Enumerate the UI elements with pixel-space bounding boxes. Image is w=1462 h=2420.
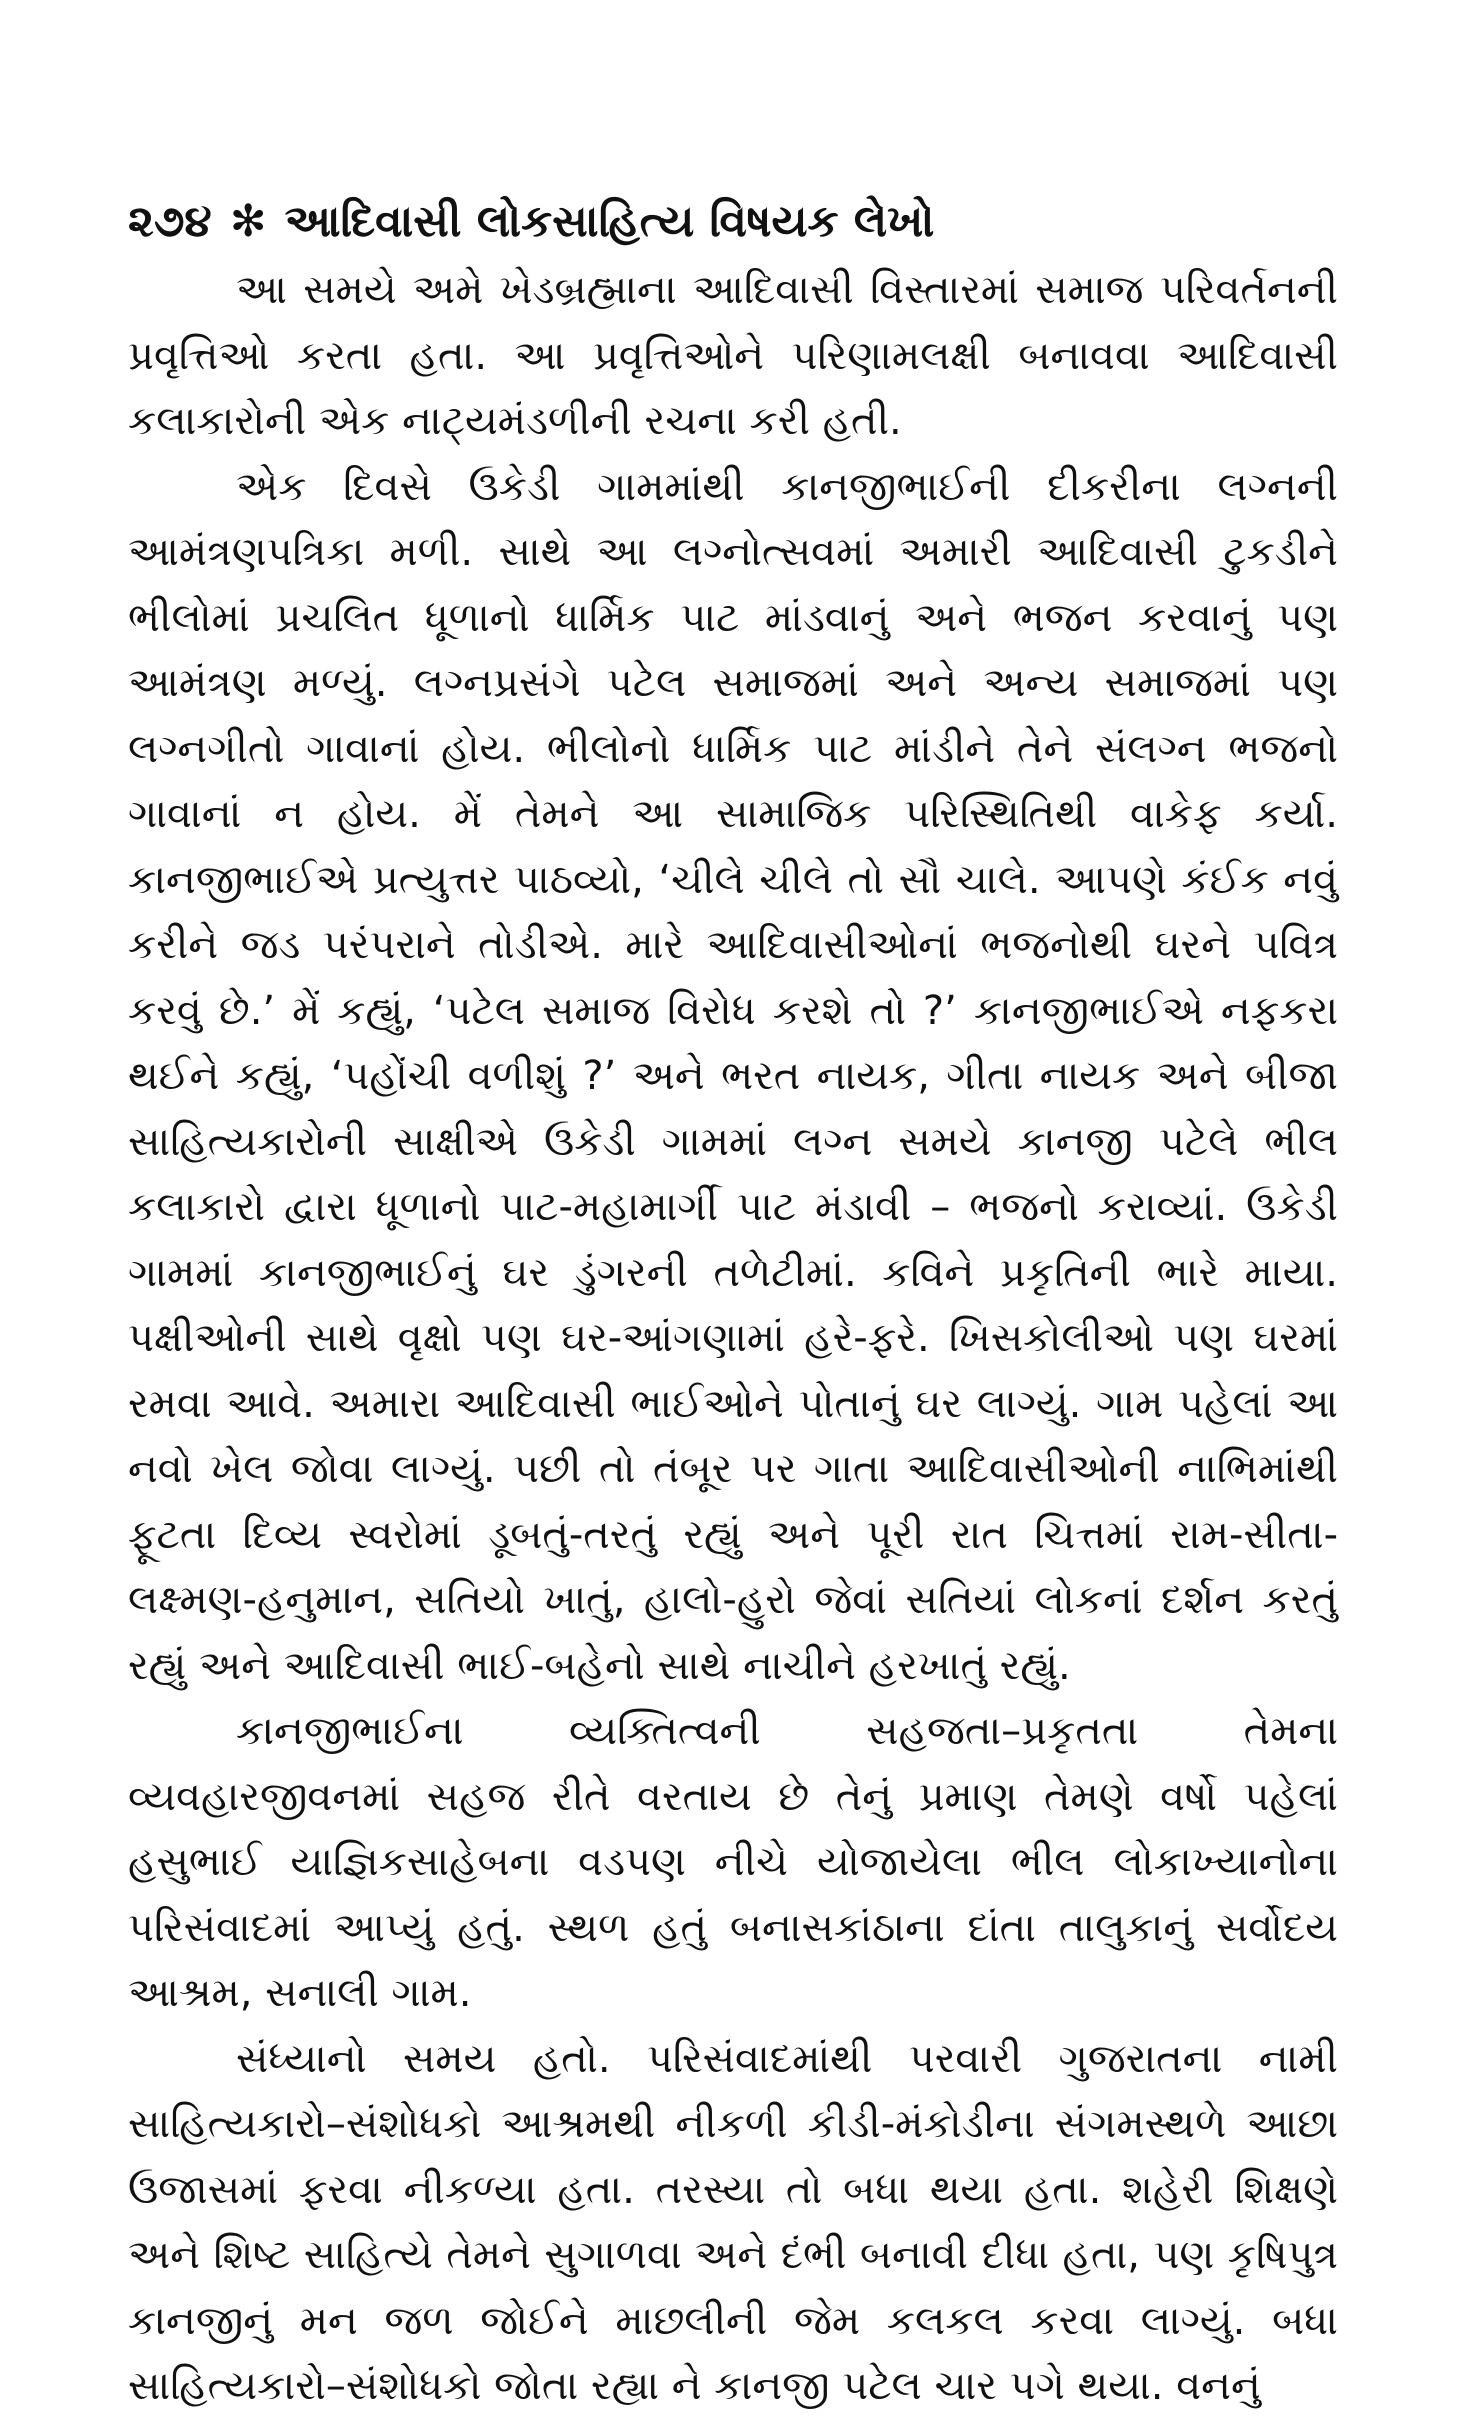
running-header [128,190,1338,254]
paragraph-4: સંધ્યાનો સમય હતો. પરિસંવાદમાંથી પરવારી ગુજરાતના નામી સાહિત્યકારો–સંશોધકો આશ્રમથી નીકળી કીડી-મંકોડીના સંગમસ્થળે આછા ઉજાસમાં ફરવા નીકળ્યા હતા. તરસ્યા તો બધા થયા હતા. શહેરી શિક્ષણે અને શિષ્ટ સાહિત્યે તેમને સુગાળવા અને દંભી બનાવી દીધા હતા, પણ કૃષિપુત્ર કાનજીનું મન જળ જોઈને માછલીની જેમ કલકલ કરવા લાગ્યું. બધા સાહિત્યકારો–સંશોધકો જોતા રહ્યા ને કાનજી પટેલ ચાર પગે થયા. વનનું [128,2035,1338,2409]
paragraph-2: એક દિવસે ઉકેડી ગામમાંથી કાનજીભાઈની દીકરીના લગ્નની આમંત્રણપત્રિકા મળી. સાથે આ લગ્નોત્સવમાં અમારી આદિવાસી ટુકડીને ભીલોમાં પ્રચલિત ધૂળાનો ધાર્મિક પાટ માંડવાનું અને ભજન કરવાનું પણ આમંત્રણ મળ્યું. લગ્નપ્રસંગે પટેલ સમાજમાં અને અન્ય સમાજમાં પણ લગ્નગીતો ગાવાનાં હોય. ભીલોનો ધાર્મિક પાટ માંડીને તેને સંલગ્ન ભજનો ગાવાનાં ન હોય. મેં તેમને આ સામાજિક પરિસ્થિતિથી વાકેફ કર્યા. કાનજીભાઈએ પ્રત્યુત્તર પાઠવ્યો, ‘ચીલે ચીલે તો સૌ ચાલે. આપણે કંઈક નવું કરીને જડ પરંપરાને તોડીએ. મારે આદિવાસીઓનાં ભજનોથી ઘરને પવિત્ર કરવું છે.’ મેં કહ્યું, ‘પટેલ સમાજ વિરોધ કરશે તો ?’ કાનજીભાઈએ નફકરા થઈને કહ્યું, ‘પહોંચી વળીશું ?’ અને ભરત નાયક, ગીતા નાયક અને બીજા સાહિત્યકારોની સાક્ષીએ ઉકેડી ગામમાં લગ્ન સમયે કાનજી પટેલે ભીલ કલાકારો દ્વારા ધૂળાનો પાટ-મહામાર્ગી પાટ મંડાવી – ભજનો કરાવ્યાં. ઉકેડી ગામમાં કાનજીભાઈનું ઘર ડુંગરની તળેટીમાં. કવિને પ્રકૃતિની ભારે માયા. પક્ષીઓની સાથે વૃક્ષો પણ ઘર-આંગણામાં હરે-ફરે. ખિસકોલીઓ પણ ઘરમાં રમવા આવે. અમારા આદિવાસી ભાઈઓને પોતાનું ઘર લાગ્યું. ગામ પહેલાં આ નવો ખેલ જોવા લાગ્યું. પછી તો તંબૂર પર ગાતા આદિવાસીઓની નાભિમાંથી ફૂટતા દિવ્ય સ્વરોમાં ડૂબતું-તરતું રહ્યું અને પૂરી રાત ચિત્તમાં રામ-સીતા-લક્ષ્મણ-હનુમાન, સતિયો ખાતું, હાલો-હુરો જેવાં સતિયાં લોકનાં દર્શન કરતું રહ્યું અને આદિવાસી ભાઈ-બહેનો સાથે નાચીને હરખાતું રહ્યું. [128,463,1338,1689]
page-number: ૨૭૪ [128,196,212,247]
book-page [128,190,1338,2420]
paragraph-1: આ સમયે અમે ખેડબ્રહ્માના આદિવાસી વિસ્તારમાં સમાજ પરિવર્તનની પ્રવૃત્તિઓ કરતા હતા. આ પ્રવૃત્તિઓને પરિણામલક્ષી બનાવવા આદિવાસી કલાકારોની એક નાટ્યમંડળીની રચના કરી હતી. [128,267,1338,444]
paragraph-3: કાનજીભાઈના વ્યક્તિત્વની સહજતા–પ્રકૃતતા તેમના વ્યવહારજીવનમાં સહજ રીતે વરતાય છે તેનું પ્રમાણ તેમણે વર્ષો પહેલાં હસુભાઈ યાજ્ઞિકસાહેબના વડપણ નીચે યોજાયેલા ભીલ લોકાખ્યાનોના પરિસંવાદમાં આપ્યું હતું. સ્થળ હતું બનાસકાંઠાના દાંતા તાલુકાનું સર્વોદય આશ્રમ, સનાલી ગામ. [128,1708,1338,2016]
header-separator-icon: ✻ [229,196,267,247]
body-text [128,258,1338,2420]
book-title: આદિવાસી લોકસાહિત્ય વિષયક લેખો [284,196,935,247]
